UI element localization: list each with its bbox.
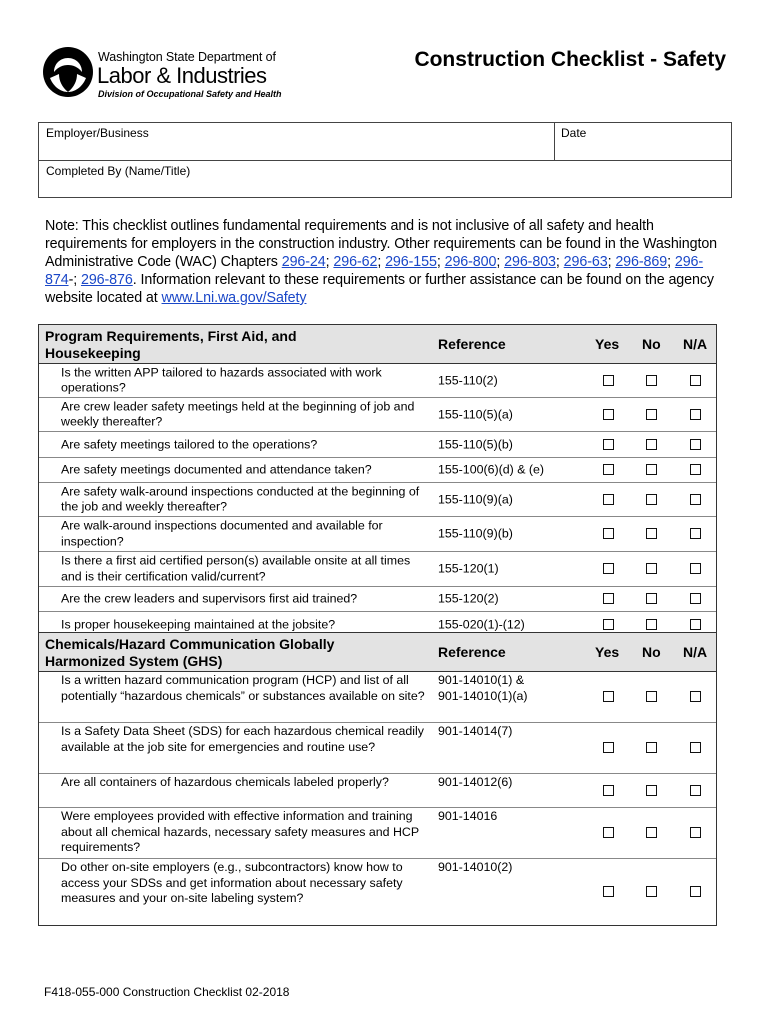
date-field[interactable] [555, 123, 731, 161]
yes-checkbox[interactable] [603, 563, 614, 574]
link-296-155[interactable]: 296-155 [385, 254, 437, 270]
date-label: Date [561, 126, 587, 140]
checklist-row [39, 364, 716, 398]
no-checkbox[interactable] [646, 494, 657, 505]
no-checkbox[interactable] [646, 464, 657, 475]
info-box [38, 122, 732, 198]
na-checkbox[interactable] [690, 886, 701, 897]
question-text: Are all containers of hazardous chemicals labeled properly? [61, 775, 389, 789]
checklist-row [39, 808, 716, 859]
reference-text: 155-110(5)(a) [438, 406, 513, 421]
reference-text: 901-14012(6) [438, 775, 513, 789]
checklist-row [39, 552, 716, 587]
link-296-869[interactable]: 296-869 [615, 254, 668, 270]
yes-checkbox[interactable] [603, 593, 614, 604]
note-outro: Information relevant to these requirements or further assistance can be found on the agency website located at [45, 272, 714, 306]
question-text: Do other on-site employers (e.g., subcontractors) know how to access your SDSs and get information about necessary safety measures and your on-site labeling system? [61, 860, 403, 905]
reference-text: 155-120(1) [438, 561, 499, 576]
no-checkbox[interactable] [646, 528, 657, 539]
reference-text: 155-110(5)(b) [438, 436, 513, 451]
no-checkbox[interactable] [646, 439, 657, 450]
checklist-row [39, 723, 716, 774]
employer-field[interactable] [39, 123, 555, 161]
question-text: Are safety walk-around inspections conducted at the beginning of the job and weekly thereafter? [61, 484, 420, 514]
question-text: Are safety meetings documented and attendance taken? [61, 462, 372, 477]
na-checkbox[interactable] [690, 593, 701, 604]
reference-column-header: Reference [438, 336, 506, 352]
question-text: Is the written APP tailored to hazards associated with work operations? [61, 365, 382, 395]
checklist-row [39, 483, 716, 517]
na-checkbox[interactable] [690, 494, 701, 505]
question-text: Is there a first aid certified person(s) available onsite at all times and is their certification valid/current? [61, 553, 411, 583]
yes-checkbox[interactable] [603, 494, 614, 505]
link-296-874[interactable]: 296-874 [45, 254, 704, 288]
question-text: Were employees provided with effective information and training about all chemical hazards, necessary safety measures and HCP requirements? [61, 809, 419, 854]
section-title: Program Requirements, First Aid, and Housekeeping [45, 328, 297, 361]
link-296-800[interactable]: 296-800 [444, 254, 497, 270]
lni-logo-icon [42, 44, 94, 100]
no-checkbox[interactable] [646, 593, 657, 604]
agency-logo [42, 44, 282, 106]
question-text: Are the crew leaders and supervisors first aid trained? [61, 591, 358, 606]
section-table [38, 632, 717, 926]
no-checkbox[interactable] [646, 785, 657, 796]
no-checkbox[interactable] [646, 827, 657, 838]
checklist-row [39, 517, 716, 552]
reference-text: 155-110(2) [438, 372, 498, 387]
no-checkbox[interactable] [646, 409, 657, 420]
na-column-header: N/A [683, 644, 708, 660]
checklist-row [39, 458, 716, 483]
section-title: Chemicals/Hazard Communication Globally Harmonized System (GHS) [45, 636, 335, 669]
question-text: Are walk-around inspections documented and available for inspection? [61, 518, 383, 548]
agency-line-1: Washington State Department of [98, 50, 276, 64]
note-paragraph: Note: This checklist outlines fundamental requirements and is not inclusive of all safety and health requirements for employers in the construction industry. Other requirements can be found in the Washington Administrative Code (WAC) Chapters 296-24; 296-62; 296-155; 296-800; 296-803; 296-63; 296-869; 296-874-; 296-876. Information relevant to these requirements or further assistance can be found on the agency website located at www.Lni.wa.gov/Safety [45, 218, 718, 306]
yes-checkbox[interactable] [603, 409, 614, 420]
employer-label: Employer/Business [46, 126, 149, 140]
reference-text: 155-020(1)-(12) [438, 616, 525, 631]
question-text: Is a written hazard communication program (HCP) and list of all potentially “hazardous chemicals” or substances available on site? [61, 673, 425, 703]
na-checkbox[interactable] [690, 827, 701, 838]
yes-checkbox[interactable] [603, 886, 614, 897]
link-296-876[interactable]: 296-876 [80, 272, 133, 288]
question-text: Are safety meetings tailored to the operations? [61, 436, 318, 451]
reference-text: 155-110(9)(b) [438, 526, 513, 541]
question-text: Is proper housekeeping maintained at the jobsite? [61, 616, 336, 631]
reference-column-header: Reference [438, 644, 506, 660]
na-checkbox[interactable] [690, 439, 701, 450]
na-checkbox[interactable] [690, 464, 701, 475]
link-296-63[interactable]: 296-63 [563, 254, 608, 270]
no-column-header: No [642, 336, 661, 352]
question-text: Is a Safety Data Sheet (SDS) for each hazardous chemical readily available at the job site for emergencies and routine use? [61, 724, 424, 754]
no-column-header: No [642, 644, 661, 660]
yes-checkbox[interactable] [603, 827, 614, 838]
na-checkbox[interactable] [690, 563, 701, 574]
link-296-24[interactable]: 296-24 [281, 254, 326, 270]
reference-text: 901-14010(2) [438, 860, 513, 874]
na-checkbox[interactable] [690, 409, 701, 420]
no-checkbox[interactable] [646, 742, 657, 753]
checklist-row [39, 432, 716, 458]
yes-checkbox[interactable] [603, 464, 614, 475]
na-column-header: N/A [683, 336, 708, 352]
checklist-row [39, 398, 716, 432]
checklist-row [39, 672, 716, 723]
yes-checkbox[interactable] [603, 528, 614, 539]
no-checkbox[interactable] [646, 619, 657, 630]
na-checkbox[interactable] [690, 785, 701, 796]
yes-column-header: Yes [595, 644, 620, 660]
yes-checkbox[interactable] [603, 742, 614, 753]
no-checkbox[interactable] [646, 375, 657, 386]
reference-text: 901-14016 [438, 809, 498, 823]
reference-text: 901-14014(7) [438, 724, 513, 738]
yes-checkbox[interactable] [603, 619, 614, 630]
yes-checkbox[interactable] [603, 375, 614, 386]
checklist-row [39, 859, 716, 925]
no-checkbox[interactable] [646, 563, 657, 574]
na-checkbox[interactable] [690, 691, 701, 702]
question-text: Are crew leader safety meetings held at the beginning of job and weekly thereafter? [61, 399, 415, 429]
reference-text: 901-14010(1) & 901-14010(1)(a) [438, 673, 528, 703]
na-checkbox[interactable] [690, 619, 701, 630]
section-table [38, 324, 717, 638]
reference-text: 155-100(6)(d) & (e) [438, 462, 545, 477]
reference-text: 155-120(2) [438, 591, 499, 606]
no-checkbox[interactable] [646, 886, 657, 897]
link-296-803[interactable]: 296-803 [504, 254, 556, 270]
website-link[interactable]: www.Lni.wa.gov/Safety [161, 290, 307, 306]
link-296-62[interactable]: 296-62 [333, 254, 378, 270]
na-checkbox[interactable] [690, 742, 701, 753]
form-footer: F418-055-000 Construction Checklist 02-2018 [44, 985, 290, 999]
note-intro: Note: This checklist outlines fundamental requirements and is not inclusive of all safety and health requirements for employers in the construction industry. Other requirements can be found in the Washington Administrative Code (WAC) Chapters [45, 218, 718, 270]
reference-text: 155-110(9)(a) [438, 491, 513, 506]
page-title: Construction Checklist - Safety [414, 48, 726, 71]
no-checkbox[interactable] [646, 691, 657, 702]
checklist-row [39, 774, 716, 808]
yes-checkbox[interactable] [603, 785, 614, 796]
na-checkbox[interactable] [690, 375, 701, 386]
na-checkbox[interactable] [690, 528, 701, 539]
yes-checkbox[interactable] [603, 691, 614, 702]
yes-column-header: Yes [595, 336, 620, 352]
agency-name: Labor & Industries [97, 63, 267, 88]
section-header [39, 633, 716, 672]
completed-by-label: Completed By (Name/Title) [46, 164, 191, 178]
checklist-row [39, 587, 716, 612]
agency-division: Division of Occupational Safety and Health [98, 89, 282, 99]
section-header [39, 325, 716, 364]
yes-checkbox[interactable] [603, 439, 614, 450]
